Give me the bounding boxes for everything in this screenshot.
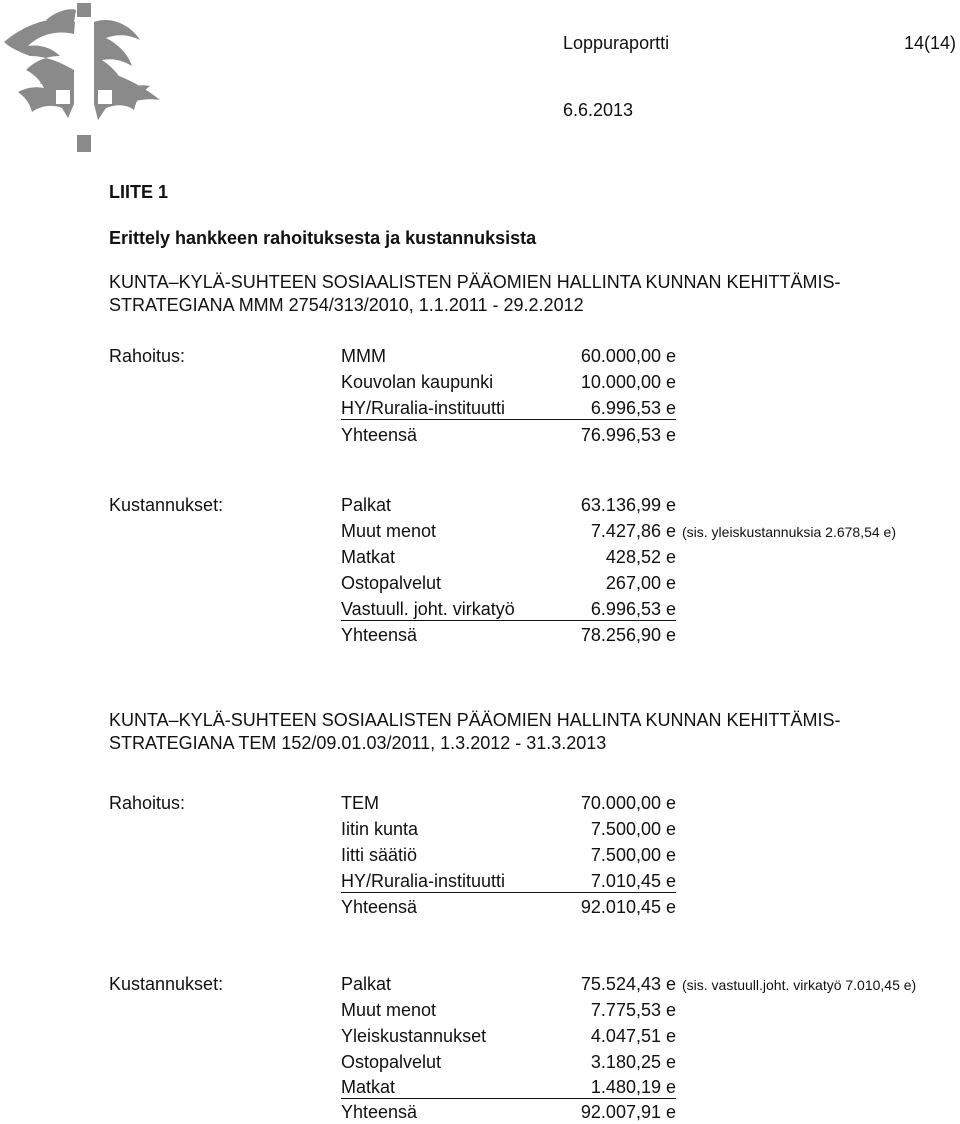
funding-total-label: Yhteensä bbox=[341, 425, 418, 445]
funding-amount: 70.000,00 e bbox=[580, 793, 676, 813]
funding-total-amount: 76.996,53 e bbox=[580, 425, 676, 445]
project2-funding-row bbox=[341, 792, 676, 814]
report-date: 6.6.2013 bbox=[563, 100, 634, 120]
cost-item: Matkat bbox=[341, 1077, 396, 1097]
cost-total-amount: 78.256,90 e bbox=[580, 625, 676, 645]
cost-item: Ostopalvelut bbox=[341, 573, 442, 593]
funding-source: HY/Ruralia-instituutti bbox=[341, 871, 506, 891]
cost-amount: 428,52 e bbox=[605, 547, 676, 567]
cost-total-amount: 92.007,91 e bbox=[580, 1102, 676, 1122]
project2-cost-row bbox=[341, 973, 917, 995]
cost-item: Yleiskustannukset bbox=[341, 1026, 487, 1046]
funding-amount: 10.000,00 e bbox=[580, 372, 676, 392]
project2-funding-row bbox=[341, 818, 676, 840]
cost-total-label: Yhteensä bbox=[341, 1102, 418, 1122]
cost-amount: 7.427,86 e bbox=[590, 521, 676, 541]
project1-cost-row bbox=[341, 572, 676, 594]
cost-note: (sis. vastuull.joht. virkatyö 7.010,45 e) bbox=[682, 977, 917, 993]
project1-cost-total bbox=[341, 624, 676, 646]
project1-funding-label: Rahoitus: bbox=[109, 346, 186, 366]
project1-funding-row bbox=[341, 371, 676, 393]
cost-total-label: Yhteensä bbox=[341, 625, 418, 645]
cost-item: Muut menot bbox=[341, 521, 437, 541]
project1-funding-row bbox=[341, 397, 676, 420]
project2-title: KUNTA–KYLÄ-SUHTEEN SOSIAALISTEN PÄÄOMIEN HALLINTA KUNNAN KEHITTÄMIS-STRATEGIANA TEM 152/09.01.03/2011, 1.3.2012 - 31.3.2013 bbox=[109, 710, 841, 753]
page-number: 14(14) bbox=[904, 33, 957, 53]
project1-cost-row bbox=[341, 546, 676, 568]
project2-cost-total bbox=[341, 1101, 676, 1123]
project1-funding-row bbox=[341, 345, 676, 367]
funding-source: Iitin kunta bbox=[341, 819, 419, 839]
funding-amount: 6.996,53 e bbox=[590, 398, 676, 418]
university-logo bbox=[0, 0, 170, 160]
cost-note: (sis. yleiskustannuksia 2.678,54 e) bbox=[682, 524, 896, 540]
funding-amount: 60.000,00 e bbox=[580, 346, 676, 366]
project2-cost-row bbox=[341, 1051, 676, 1073]
cost-item: Ostopalvelut bbox=[341, 1052, 442, 1072]
funding-source: HY/Ruralia-instituutti bbox=[341, 398, 506, 418]
project1-cost-row bbox=[341, 520, 896, 542]
appendix-title: LIITE 1 bbox=[109, 182, 169, 202]
cost-item: Muut menot bbox=[341, 1000, 437, 1020]
project2-costs-label: Kustannukset: bbox=[109, 974, 224, 994]
cost-item: Vastuull. joht. virkatyö bbox=[341, 599, 515, 619]
project1-funding-total bbox=[341, 424, 676, 446]
funding-total-amount: 92.010,45 e bbox=[580, 897, 676, 917]
cost-item: Palkat bbox=[341, 974, 392, 994]
funding-source: Kouvolan kaupunki bbox=[341, 372, 494, 392]
cost-amount: 267,00 e bbox=[605, 573, 676, 593]
project2-funding-label: Rahoitus: bbox=[109, 793, 186, 813]
cost-item: Palkat bbox=[341, 495, 392, 515]
cost-item: Matkat bbox=[341, 547, 396, 567]
cost-amount: 3.180,25 e bbox=[590, 1052, 676, 1072]
project2-funding-row bbox=[341, 844, 676, 866]
project2-funding-row bbox=[341, 870, 676, 893]
project1-costs-label: Kustannukset: bbox=[109, 495, 224, 515]
appendix-subtitle: Erittely hankkeen rahoituksesta ja kustannuksista bbox=[109, 228, 537, 248]
project2-funding-total bbox=[341, 896, 676, 918]
project2-cost-row bbox=[341, 1025, 676, 1047]
project2-cost-row bbox=[341, 1076, 676, 1099]
funding-amount: 7.500,00 e bbox=[590, 845, 676, 865]
funding-amount: 7.010,45 e bbox=[590, 871, 676, 891]
cost-amount: 75.524,43 e bbox=[580, 974, 676, 994]
project1-cost-row bbox=[341, 494, 676, 516]
funding-total-label: Yhteensä bbox=[341, 897, 418, 917]
cost-amount: 6.996,53 e bbox=[590, 599, 676, 619]
funding-source: Iitti säätiö bbox=[341, 845, 418, 865]
project1-title: KUNTA–KYLÄ-SUHTEEN SOSIAALISTEN PÄÄOMIEN HALLINTA KUNNAN KEHITTÄMIS-STRATEGIANA MMM 2754/313/2010, 1.1.2011 - 29.2.2012 bbox=[109, 272, 841, 315]
project2-cost-row bbox=[341, 999, 676, 1021]
funding-source: MMM bbox=[341, 346, 386, 366]
cost-amount: 63.136,99 e bbox=[580, 495, 676, 515]
cost-amount: 4.047,51 e bbox=[590, 1026, 676, 1046]
funding-amount: 7.500,00 e bbox=[590, 819, 676, 839]
report-title: Loppuraportti bbox=[563, 33, 670, 53]
project1-cost-row bbox=[341, 598, 676, 621]
cost-amount: 1.480,19 e bbox=[590, 1077, 676, 1097]
funding-source: TEM bbox=[341, 793, 379, 813]
cost-amount: 7.775,53 e bbox=[590, 1000, 676, 1020]
